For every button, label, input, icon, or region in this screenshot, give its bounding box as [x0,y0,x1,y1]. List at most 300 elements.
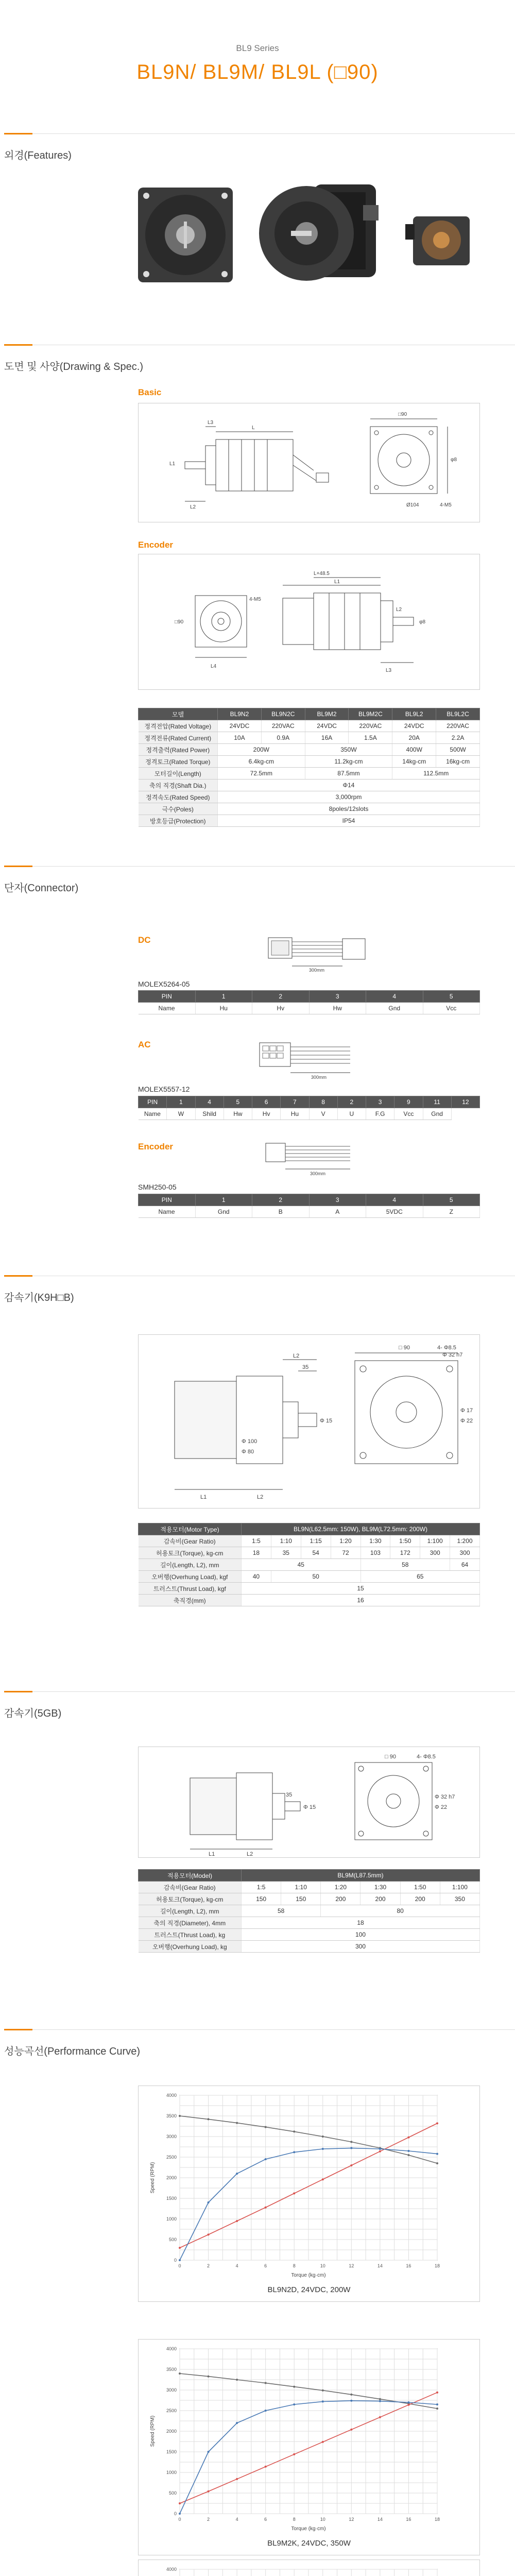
gear-model-row [139,1523,480,1535]
perf-chart-3 [138,2560,480,2576]
pin-header-cell: 4 [195,1096,224,1108]
pin-name-cell: Z [423,1206,480,1218]
y-tick-label: 4000 [166,2346,177,2351]
connector-title: 단자(Connector) [4,883,79,894]
encoder-drawing [138,554,480,690]
spec-cell: 220VAC [349,720,392,732]
y-tick-label: 1000 [166,2216,177,2222]
spec-table [138,708,480,827]
encoder-dim-holes: 4-M5 [249,597,261,602]
5gb-dim-shaft: Φ 15 [303,1804,316,1810]
5gb-dim-spigot: Φ 32 h7 [435,1794,455,1800]
ac-connector-image [258,1036,381,1082]
x-tick-label: 0 [178,2517,181,2522]
gear-model-row [139,1870,480,1882]
pin-name-cell: Name [139,1108,167,1120]
spec-header-cell: BL9M2C [349,708,392,720]
spec-row [139,732,480,744]
spec-cell: 72.5mm [218,768,305,779]
y-tick-label: 2500 [166,2155,177,2160]
data-point-speed [322,2136,324,2138]
pin-name-cell: Vcc [394,1108,423,1120]
gear-cell: 1:20 [321,1882,360,1893]
spec-header-cell: BL9M2 [305,708,349,720]
k9h-dim-holes: 4- Φ8.5 [437,1345,456,1351]
spec-cell: 24VDC [392,720,436,732]
gear-k9h-drawing [138,1334,480,1509]
data-point-speed [236,2379,238,2381]
data-point-current [236,2478,238,2480]
k9h-dim-spigot: Φ 32 h7 [442,1352,463,1358]
y-tick-label: 1500 [166,2449,177,2454]
gear-cell: 300 [242,1941,480,1953]
basic-dim-l2: L2 [190,504,196,510]
pin-header-cell: 2 [252,991,310,1003]
gear-row [139,1917,480,1929]
5gb-dim-square: □ 90 [385,1754,396,1760]
pin-header-cell: 1 [195,1194,252,1206]
encoder-pin-table [138,1194,480,1218]
gear-row [139,1559,480,1571]
pin-header-cell: 3 [309,1194,366,1206]
gear-cell: 350 [440,1893,479,1905]
gear-cell: 1:10 [271,1535,301,1547]
spec-header-cell: BL9N2 [218,708,262,720]
pin-header-cell: 5 [423,991,480,1003]
data-point-current [236,2220,238,2222]
data-point-speed [350,2394,352,2396]
pin-name-cell: Gnd [423,1108,451,1120]
x-tick-label: 2 [207,2517,210,2522]
spec-cell: 220VAC [261,720,305,732]
y-tick-label: 2000 [166,2175,177,2180]
data-point-efficiency [179,2513,181,2515]
spec-row-label: 정격출력(Rated Power) [139,744,218,756]
gear-cell: 50 [271,1571,360,1583]
pin-name-cell: Hv [252,1108,281,1120]
spec-cell: 16A [305,732,349,744]
spec-cell: 10A [218,732,262,744]
gear-row [139,1893,480,1905]
gear-cell: 1:5 [242,1882,281,1893]
spec-cell: 6.4kg-cm [218,756,305,768]
gear-cell: 1:20 [331,1535,360,1547]
pin-header-cell: PIN [139,1096,167,1108]
x-tick-label: 6 [264,2517,267,2522]
x-axis-label: Torque (kg·cm) [291,2273,326,2278]
gear-k9h-title: 감속기(K9H□B) [4,1292,74,1303]
data-point-current [407,2404,409,2406]
pin-header-cell: 9 [394,1096,423,1108]
5gb-dim-holes: 4- Φ8.5 [417,1754,436,1760]
basic-dim-square: □90 [398,412,407,417]
pin-name-cell: W [167,1108,195,1120]
5gb-dim-l2: L2 [247,1851,253,1857]
basic-dim-l1: L1 [169,461,176,467]
k9h-dim-l1: L1 [200,1494,207,1500]
y-axis-label: Speed (RPM) [150,2415,156,2447]
spec-header-cell: BL9N2C [261,708,305,720]
data-point-speed [179,2372,181,2375]
x-tick-label: 18 [434,2517,440,2522]
gear-cell: 1:10 [281,1882,321,1893]
gear-cell: 80 [321,1905,480,1917]
encoder-label: Encoder [138,540,174,550]
data-point-efficiency [379,2148,381,2150]
y-tick-label: 4000 [166,2567,177,2572]
gear-cell: 58 [242,1905,321,1917]
gear-row-label: 축직경(mm) [139,1595,242,1606]
pin-name-cell: V [309,1108,337,1120]
spec-cell: 11.2kg-cm [305,756,392,768]
data-point-current [379,2416,381,2418]
data-point-efficiency [208,2451,210,2453]
gear-row-label: 축의 직경(Diameter), 4mm [139,1917,242,1929]
data-point-speed [322,2389,324,2392]
gear-cell: 200 [321,1893,360,1905]
basic-dim-pcd: Ø104 [406,502,419,508]
spec-cell: 16kg-cm [436,756,480,768]
data-point-efficiency [208,2201,210,2204]
data-point-current [407,2137,409,2139]
data-point-efficiency [265,2158,267,2160]
y-tick-label: 500 [168,2237,177,2242]
pin-header-cell: 6 [252,1096,281,1108]
spec-row [139,756,480,768]
data-point-efficiency [436,2403,438,2405]
x-tick-label: 10 [320,2263,325,2268]
data-point-current [293,2192,295,2194]
data-point-efficiency [179,2259,181,2261]
spec-row-label: 정격전압(Rated Voltage) [139,720,218,732]
spec-cell: 14kg-cm [392,756,436,768]
spec-header-row [139,708,480,720]
pin-name-cell: Hv [252,1003,310,1014]
pin-name-cell: 5VDC [366,1206,423,1218]
spec-cell: 200W [218,744,305,756]
y-tick-label: 500 [168,2490,177,2496]
gear-row-label: 감속비(Gear Ratio) [139,1882,242,1893]
pin-name-cell: B [252,1206,310,1218]
data-point-speed [407,2154,409,2156]
pin-name-cell: Name [139,1206,196,1218]
basic-dim-holes: 4-M5 [440,502,452,508]
pin-header-cell: 3 [366,1096,394,1108]
gear-row-label: 허용토크(Torque), kg-cm [139,1547,242,1559]
encoder-dim-l4: L4 [211,664,217,669]
page-title: BL9N/ BL9M/ BL9L (□90) [136,61,379,83]
x-tick-label: 14 [377,2263,383,2268]
gear-cell: 1:200 [450,1535,480,1547]
pin-header-row [139,991,480,1003]
x-tick-label: 16 [406,2263,411,2268]
pin-name-cell: Hu [281,1108,309,1120]
spec-row-label: 정격전류(Rated Current) [139,732,218,744]
ac-connector-model: MOLEX5557-12 [138,1085,190,1093]
spec-cell: 24VDC [218,720,262,732]
spec-cell: 500W [436,744,480,756]
dc-pin-table [138,990,480,1014]
y-tick-label: 4000 [166,2093,177,2098]
y-tick-label: 0 [174,2258,177,2263]
spec-cell: 3,000rpm [218,791,480,803]
data-point-current [179,2247,181,2249]
data-point-efficiency [350,2147,352,2149]
spec-cell: 2.2A [436,732,480,744]
y-tick-label: 1000 [166,2470,177,2475]
dc-connector-label: DC [138,935,151,945]
pin-header-row [139,1194,480,1206]
k9h-dim-100: Φ 100 [242,1438,258,1445]
gear-5gb-title: 감속기(5GB) [4,1708,62,1719]
pin-name-cell: A [309,1206,366,1218]
gear-cell: 172 [390,1547,420,1559]
pin-header-cell: 2 [252,1194,310,1206]
pin-header-cell: 7 [281,1096,309,1108]
data-point-speed [208,2118,210,2120]
gear-cell: 150 [242,1893,281,1905]
gear-row [139,1929,480,1941]
data-point-speed [293,2386,295,2388]
spec-cell: 112.5mm [392,768,480,779]
data-point-efficiency [407,2401,409,2403]
y-tick-label: 2500 [166,2408,177,2413]
encoder-dim-l1: L1 [334,579,340,585]
gear-cell: 58 [360,1559,450,1571]
k9h-dim-17: Φ 17 [460,1408,473,1414]
gear-cell: 103 [360,1547,390,1559]
basic-dim-l: L [252,425,255,431]
spec-row-label: 방호등급(Protection) [139,815,218,827]
data-point-speed [350,2141,352,2143]
basic-label: Basic [138,387,162,397]
data-point-speed [293,2130,295,2132]
ac-pin-table [138,1096,480,1120]
gear-cell: 200 [360,1893,400,1905]
gear-k9h-table [138,1523,480,1606]
data-point-speed [436,2408,438,2410]
data-point-efficiency [407,2150,409,2152]
performance-title: 성능곡선(Performance Curve) [4,2046,140,2057]
pin-header-cell: 1 [167,1096,195,1108]
y-axis-label: Speed (RPM) [150,2162,156,2194]
data-point-current [208,2233,210,2235]
dc-connector-model: MOLEX5264-05 [138,980,190,988]
spec-cell: 1.5A [349,732,392,744]
spec-row [139,791,480,803]
5gb-dim-22: Φ 22 [435,1804,448,1810]
k9h-dim-22: Φ 22 [460,1418,473,1424]
gear-row-label: 오버행(Overhung Load), kg [139,1941,242,1953]
chart-caption: BL9N2D, 24VDC, 200W [267,2285,351,2294]
gear-row [139,1535,480,1547]
gear-row-label: 트러스트(Thrust Load), kg [139,1929,242,1941]
spec-cell: 87.5mm [305,768,392,779]
encoder-dim-l3: L3 [386,668,392,673]
gear-row [139,1941,480,1953]
gear-cell: 200 [400,1893,440,1905]
data-point-efficiency [293,2151,295,2153]
features-title: 외경(Features) [4,150,72,161]
data-point-current [265,2466,267,2468]
ac-connector-label: AC [138,1040,151,1049]
dc-connector-image [265,927,368,974]
y-tick-label: 2000 [166,2429,177,2434]
y-tick-label: 3500 [166,2367,177,2372]
gear-cell: 16 [242,1595,480,1606]
gear-cell: 15 [242,1583,480,1595]
gear-row-label: 허용토크(Torque), kg-cm [139,1893,242,1905]
encoder-cable-length: 300mm [310,1171,326,1176]
pin-header-cell: 5 [423,1194,480,1206]
spec-cell: 24VDC [305,720,349,732]
gear-cell: 45 [242,1559,361,1571]
pin-name-cell: Gnd [195,1206,252,1218]
x-tick-label: 18 [434,2263,440,2268]
k9h-dim-35: 35 [302,1364,309,1370]
pin-header-cell: 3 [309,991,366,1003]
k9h-dim-shaft: Φ 15 [320,1418,333,1424]
spec-header-cell: BL9L2 [392,708,436,720]
data-point-efficiency [322,2148,324,2150]
drawing-title: 도면 및 사양(Drawing & Spec.) [4,361,143,372]
pin-header-cell: PIN [139,991,196,1003]
pin-name-row [139,1108,480,1120]
gear-cell: 65 [360,1571,480,1583]
k9h-dim-l2-bottom: L2 [257,1494,264,1500]
x-tick-label: 12 [349,2517,354,2522]
pin-header-row [139,1096,480,1108]
spec-cell: 400W [392,744,436,756]
gear-row-label: 트러스트(Thrust Load), kgf [139,1583,242,1595]
data-point-speed [379,2398,381,2400]
gear-model-value: BL9M(L87.5mm) [242,1870,480,1882]
spec-cell: 220VAC [436,720,480,732]
data-point-current [379,2150,381,2153]
data-point-efficiency [236,2173,238,2175]
pin-name-cell: F.G [366,1108,394,1120]
gear-cell: 18 [242,1917,480,1929]
pin-header-cell: 4 [366,991,423,1003]
motor-photo-angle [258,174,381,293]
gear-cell: 100 [242,1929,480,1941]
gear-cell: 150 [281,1893,321,1905]
gear-cell: 1:100 [440,1882,479,1893]
pin-header-cell: PIN [139,1194,196,1206]
data-point-efficiency [322,2400,324,2402]
spec-cell: IP54 [218,815,480,827]
basic-dim-shaft: φ8 [451,457,457,463]
pin-header-cell: 8 [309,1096,337,1108]
gear-row [139,1595,480,1606]
data-point-current [322,2178,324,2180]
gear-row [139,1905,480,1917]
gear-cell: 18 [242,1547,271,1559]
gear-row [139,1882,480,1893]
5gb-dim-l1: L1 [209,1851,215,1857]
spec-row [139,803,480,815]
pin-header-cell: 11 [423,1096,451,1108]
gear-row [139,1583,480,1595]
motor-photo-back [403,206,480,273]
x-tick-label: 4 [235,2517,238,2522]
encoder-dim-shaft: φ8 [419,619,426,625]
spec-cell: 20A [392,732,436,744]
pin-name-cell: Vcc [423,1003,480,1014]
pin-name-cell: Gnd [366,1003,423,1014]
x-tick-label: 10 [320,2517,325,2522]
data-point-efficiency [436,2153,438,2155]
gear-cell: 64 [450,1559,480,1571]
ac-cable-length: 300mm [311,1075,327,1080]
y-tick-label: 1500 [166,2196,177,2201]
gear-cell: 1:30 [360,1535,390,1547]
perf-chart-1 [138,2086,480,2302]
gear-row [139,1547,480,1559]
k9h-dim-l2-top: L2 [293,1353,300,1359]
data-point-current [436,2122,438,2124]
pin-header-cell: 4 [366,1194,423,1206]
y-tick-label: 3000 [166,2387,177,2393]
x-tick-label: 6 [264,2263,267,2268]
gear-cell: 54 [301,1547,331,1559]
data-point-efficiency [236,2422,238,2424]
series-label: BL9 Series [236,43,279,53]
gear-5gb-drawing [138,1747,480,1858]
encoder-dim-total: L+48.5 [314,571,330,577]
motor-photo-front [135,184,236,285]
gear-row-label: 오버행(Overhung Load), kgf [139,1571,242,1583]
data-point-current [350,2164,352,2166]
data-point-speed [208,2376,210,2378]
spec-header-cell: BL9L2C [436,708,480,720]
data-point-efficiency [350,2400,352,2402]
pin-header-cell: 12 [451,1096,479,1108]
data-point-current [293,2453,295,2455]
x-tick-label: 16 [406,2517,411,2522]
x-tick-label: 14 [377,2517,383,2522]
spec-row-label: 정격속도(Rated Speed) [139,791,218,803]
gear-model-label: 적용모터(Motor Type) [139,1523,242,1535]
pin-name-cell: Shild [195,1108,224,1120]
gear-model-value: BL9N(L62.5mm: 150W), BL9M(L72.5mm: 200W) [242,1523,480,1535]
encoder-dim-square: □90 [175,619,184,625]
spec-cell: 8poles/12slots [218,803,480,815]
x-tick-label: 4 [235,2263,238,2268]
x-tick-label: 2 [207,2263,210,2268]
y-tick-label: 3000 [166,2134,177,2139]
perf-chart-2 [138,2339,480,2555]
gear-cell: 1:30 [360,1882,400,1893]
spec-row-label: 정격토크(Rated Torque) [139,756,218,768]
spec-row [139,720,480,732]
data-point-speed [436,2162,438,2164]
data-point-current [208,2490,210,2493]
spec-header-cell: 모델 [139,708,218,720]
spec-row [139,768,480,779]
spec-row [139,815,480,827]
data-point-efficiency [265,2410,267,2412]
spec-row [139,744,480,756]
basic-dim-l3: L3 [208,420,214,426]
data-point-current [436,2392,438,2394]
data-point-current [179,2502,181,2504]
y-tick-label: 3500 [166,2113,177,2119]
gear-cell: 300 [450,1547,480,1559]
gear-cell: 300 [420,1547,450,1559]
encoder-connector-label: Encoder [138,1142,174,1151]
data-point-speed [236,2122,238,2124]
